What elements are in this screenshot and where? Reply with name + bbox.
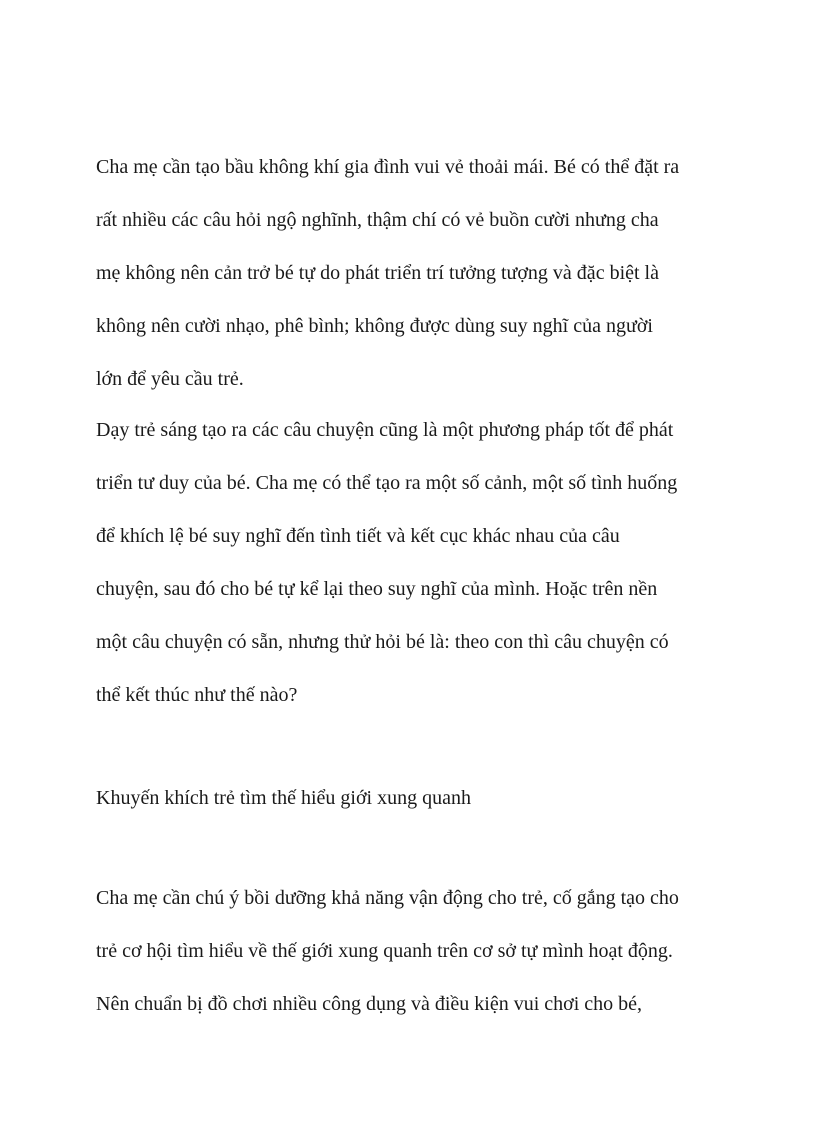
paragraph-line: để khích lệ bé suy nghĩ đến tình tiết và kết cục khác nhau của câu bbox=[96, 525, 620, 547]
paragraph-line: một câu chuyện có sẵn, nhưng thử hỏi bé là: theo con thì câu chuyện có bbox=[96, 631, 669, 653]
paragraph-line: Dạy trẻ sáng tạo ra các câu chuyện cũng là một phương pháp tốt để phát bbox=[96, 419, 674, 441]
paragraph-line: Nên chuẩn bị đồ chơi nhiều công dụng và điều kiện vui chơi cho bé, bbox=[96, 993, 643, 1015]
paragraph-line: Cha mẹ cần tạo bầu không khí gia đình vui vẻ thoải mái. Bé có thể đặt ra bbox=[96, 156, 680, 178]
paragraph-line: lớn để yêu cầu trẻ. bbox=[96, 368, 244, 390]
paragraph-line: mẹ không nên cản trở bé tự do phát triển trí tưởng tượng và đặc biệt là bbox=[96, 262, 659, 284]
paragraph-line: triển tư duy của bé. Cha mẹ có thể tạo ra một số cảnh, một số tình huống bbox=[96, 472, 678, 494]
paragraph-line: không nên cười nhạo, phê bình; không được dùng suy nghĩ của người bbox=[96, 315, 653, 337]
paragraph-line: thể kết thúc như thế nào? bbox=[96, 684, 298, 706]
paragraph-line: trẻ cơ hội tìm hiểu về thế giới xung quanh trên cơ sở tự mình hoạt động. bbox=[96, 940, 673, 962]
paragraph-line: rất nhiều các câu hỏi ngộ nghĩnh, thậm chí có vẻ buồn cười nhưng cha bbox=[96, 209, 659, 231]
paragraph-line: Cha mẹ cần chú ý bồi dưỡng khả năng vận động cho trẻ, cố gắng tạo cho bbox=[96, 887, 679, 909]
paragraph-line: chuyện, sau đó cho bé tự kể lại theo suy nghĩ của mình. Hoặc trên nền bbox=[96, 578, 658, 600]
section-heading: Khuyến khích trẻ tìm thế hiểu giới xung quanh bbox=[96, 787, 471, 809]
